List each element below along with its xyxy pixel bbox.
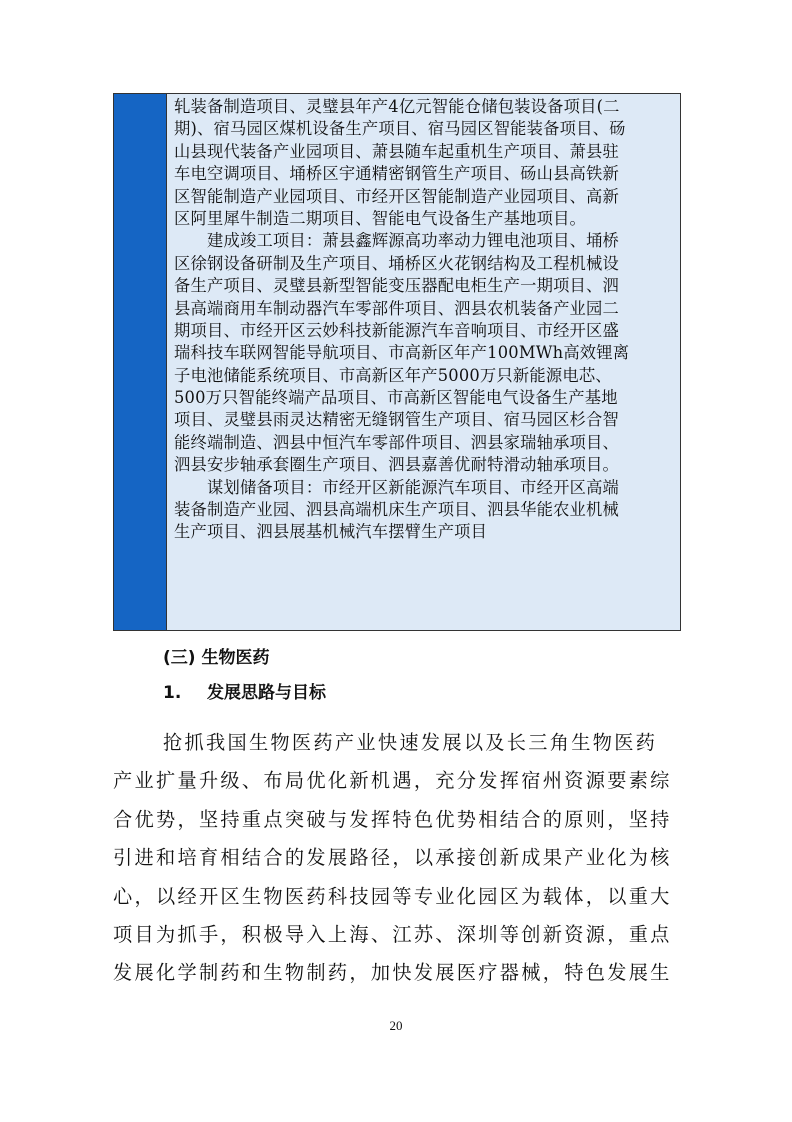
project-list-box — [113, 93, 681, 631]
box-line: 泗县安步轴承套圈生产项目、泗县嘉善优耐特滑动轴承项目。 — [174, 455, 619, 475]
box-accent-stripe — [114, 94, 167, 630]
box-line: 500万只智能终端产品项目、市高新区智能电气设备生产基地 — [174, 388, 618, 408]
subsection-number: 1. — [163, 683, 182, 703]
paragraph-line: 合优势，坚持重点突破与发挥特色优势相结合的原则，坚持 — [113, 807, 672, 831]
box-line: 区徐钢设备研制及生产项目、埇桥区火花钢结构及工程机械设 — [174, 253, 619, 273]
planned-projects-heading-line: 谋划储备项目：市经开区新能源汽车项目、市经开区高端 — [207, 477, 620, 497]
paragraph-line: 产业扩量升级、布局优化新机遇，充分发挥宿州资源要素综 — [113, 769, 672, 793]
box-line: 县高端商用车制动器汽车零部件项目、泗县农机装备产业园二 — [174, 298, 619, 318]
box-line: 期)、宿马园区煤机设备生产项目、宿马园区智能装备项目、砀 — [174, 119, 626, 139]
paragraph-line: 发展化学制药和生物制药，加快发展医疗器械，特色发展生 — [113, 961, 672, 985]
box-line: 区智能制造产业园项目、市经开区智能制造产业园项目、高新 — [174, 186, 619, 206]
box-line: 项目、灵璧县雨灵达精密无缝钢管生产项目、宿马园区杉合智 — [174, 410, 619, 430]
box-line: 山县现代装备产业园项目、萧县随车起重机生产项目、萧县驻 — [174, 141, 619, 161]
paragraph-line: 引进和培育相结合的发展路径，以承接创新成果产业化为核 — [113, 846, 672, 870]
box-line: 能终端制造、泗县中恒汽车零部件项目、泗县家瑞轴承项目、 — [174, 432, 619, 452]
body-paragraph — [113, 724, 681, 993]
box-line: 生产项目、泗县展基机械汽车摆臂生产项目 — [174, 522, 488, 542]
box-line: 期项目、市经开区云妙科技新能源汽车音响项目、市经开区盛 — [174, 320, 619, 340]
box-line: 区阿里犀牛制造二期项目、智能电气设备生产基地项目。 — [174, 208, 587, 228]
subsection-heading — [163, 680, 326, 706]
box-line: 子电池储能系统项目、市高新区年产5000万只新能源电芯、 — [174, 365, 612, 385]
box-line: 车电空调项目、埇桥区宇通精密钢管生产项目、砀山县高铁新 — [174, 164, 619, 184]
paragraph-line: 心，以经开区生物医药科技园等专业化园区为载体，以重大 — [113, 884, 672, 908]
subsection-title: 发展思路与目标 — [207, 683, 326, 703]
paragraph-line: 项目为抓手，积极导入上海、江苏、深圳等创新资源，重点 — [113, 922, 672, 946]
section-heading: (三) 生物医药 — [163, 648, 270, 668]
box-line: 轧装备制造项目、灵璧县年产4亿元智能仓储包装设备项目(二 — [174, 97, 620, 116]
box-line: 装备制造产业园、泗县高端机床生产项目、泗县华能农业机械 — [174, 500, 619, 520]
page-number: 20 — [389, 1018, 403, 1033]
box-line: 备生产项目、灵璧县新型智能变压器配电柜生产一期项目、泗 — [174, 276, 619, 296]
box-line: 瑞科技车联网智能导航项目、市高新区年产100MWh高效锂离 — [174, 343, 630, 363]
project-list-content — [167, 94, 680, 630]
completed-projects-heading-line: 建成竣工项目：萧县鑫辉源高功率动力锂电池项目、埇桥 — [207, 231, 620, 251]
paragraph-line: 抢抓我国生物医药产业快速发展以及长三角生物医药 — [163, 731, 658, 754]
